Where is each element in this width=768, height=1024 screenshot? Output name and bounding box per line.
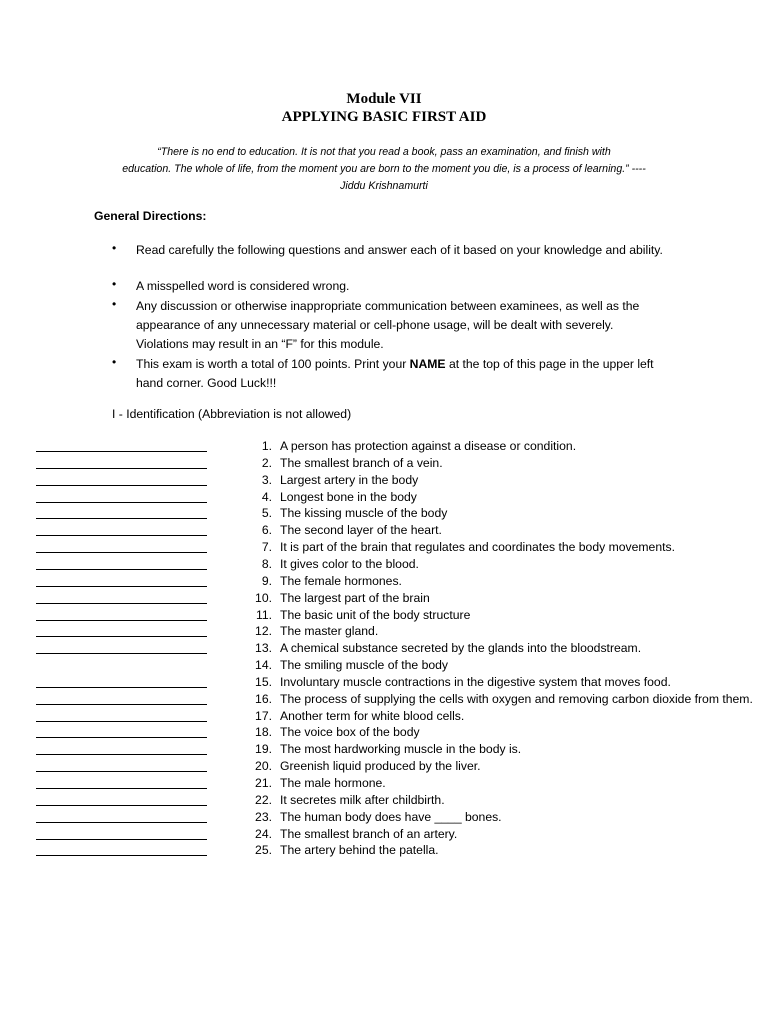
answer-blank[interactable] bbox=[36, 741, 207, 755]
quote-line-1: “There is no end to education. It is not that you read a book, pass an examination, and finish with bbox=[157, 146, 611, 158]
answer-blank[interactable] bbox=[36, 522, 207, 536]
question-row bbox=[36, 438, 756, 455]
question-row bbox=[36, 842, 756, 859]
answer-blank[interactable] bbox=[36, 607, 207, 621]
question-row bbox=[36, 826, 756, 843]
question-text: The voice box of the body bbox=[280, 725, 420, 740]
section-title: I - Identification (Abbreviation is not allowed) bbox=[112, 407, 352, 421]
question-number: 6. bbox=[261, 523, 272, 538]
question-text: The smallest branch of a vein. bbox=[280, 455, 443, 470]
question-row bbox=[36, 724, 756, 741]
question-row bbox=[36, 590, 756, 607]
question-number: 1. bbox=[261, 439, 272, 453]
question-row bbox=[36, 455, 756, 472]
question-number: 9. bbox=[261, 573, 272, 588]
question-number: 23. bbox=[255, 809, 272, 824]
question-row bbox=[36, 792, 756, 809]
question-number: 10. bbox=[255, 590, 272, 605]
direction-text bbox=[136, 355, 666, 393]
answer-blank[interactable] bbox=[36, 792, 207, 806]
answer-blank[interactable] bbox=[36, 505, 207, 519]
question-text: Involuntary muscle contractions in the digestive system that moves food. bbox=[280, 674, 671, 689]
question-row bbox=[36, 505, 756, 522]
question-number: 16. bbox=[255, 691, 272, 706]
answer-blank[interactable] bbox=[36, 691, 207, 705]
question-row bbox=[36, 607, 756, 624]
question-number: 11. bbox=[255, 607, 272, 622]
question-row bbox=[36, 522, 756, 539]
answer-blank[interactable] bbox=[36, 640, 207, 654]
question-text: The male hormone. bbox=[280, 776, 386, 790]
page-title: APPLYING BASIC FIRST AID bbox=[281, 109, 487, 125]
answer-blank[interactable] bbox=[36, 623, 207, 637]
question-row bbox=[36, 472, 756, 489]
quote-author: Jiddu Krishnamurti bbox=[340, 180, 428, 192]
question-text: The second layer of the heart. bbox=[280, 523, 442, 538]
question-number: 14. bbox=[255, 658, 272, 673]
question-number: 8. bbox=[261, 556, 272, 571]
direction-text-part: at the top of this page in the upper left hand corner. Good Luck!!! bbox=[136, 357, 654, 390]
question-number: 17. bbox=[255, 708, 272, 723]
bullet-icon: • bbox=[112, 277, 117, 291]
question-text: The human body does have ____ bones. bbox=[280, 809, 502, 824]
answer-blank[interactable] bbox=[36, 674, 207, 688]
quote-line-2: education. The whole of life, from the moment you are born to the moment you die, is a process of learning.” ---- bbox=[122, 163, 646, 175]
question-text: Largest artery in the body bbox=[280, 472, 419, 487]
bullet-icon: • bbox=[112, 355, 117, 369]
answer-blank[interactable] bbox=[36, 573, 207, 587]
direction-text-part: This exam is worth a total of 100 points. Print your bbox=[136, 357, 410, 371]
answer-blank[interactable] bbox=[36, 775, 207, 789]
question-row bbox=[36, 674, 756, 691]
directions-heading: General Directions: bbox=[94, 209, 207, 223]
question-text: It is part of the brain that regulates and coordinates the body movements. bbox=[280, 540, 675, 555]
question-row bbox=[36, 640, 756, 657]
question-number: 7. bbox=[261, 540, 272, 555]
question-number: 20. bbox=[255, 759, 272, 774]
question-row bbox=[36, 775, 756, 792]
question-number: 25. bbox=[255, 843, 272, 858]
question-text: A chemical substance secreted by the glands into the bloodstream. bbox=[280, 641, 642, 656]
answer-blank[interactable] bbox=[36, 438, 207, 452]
answer-blank[interactable] bbox=[36, 539, 207, 553]
answer-blank[interactable] bbox=[36, 809, 207, 823]
answer-blank[interactable] bbox=[36, 556, 207, 570]
direction-text-bold: NAME bbox=[409, 357, 446, 371]
question-text: The process of supplying the cells with oxygen and removing carbon dioxide from them. bbox=[280, 691, 753, 706]
question-text: The basic unit of the body structure bbox=[280, 607, 471, 622]
question-text: It gives color to the blood. bbox=[280, 556, 419, 571]
question-number: 5. bbox=[261, 506, 272, 521]
question-number: 15. bbox=[255, 674, 272, 689]
answer-blank[interactable] bbox=[36, 590, 207, 604]
question-number: 19. bbox=[255, 742, 272, 757]
answer-blank[interactable] bbox=[36, 724, 207, 738]
question-text: The artery behind the patella. bbox=[280, 843, 439, 858]
question-text: Longest bone in the body bbox=[280, 489, 417, 504]
question-text: A person has protection against a disease or condition. bbox=[280, 439, 577, 453]
question-number: 4. bbox=[261, 489, 272, 504]
answer-blank[interactable] bbox=[36, 842, 207, 856]
direction-text: Any discussion or otherwise inappropriate communication between examinees, as well as the appearance of any unnecessary material or cell-phone usage, will be dealt with severely. Violations may result in an “F” for this module. bbox=[136, 299, 640, 351]
bullet-icon: • bbox=[112, 297, 117, 311]
question-number: 21. bbox=[255, 776, 272, 790]
answer-blank[interactable] bbox=[36, 489, 207, 503]
question-number: 22. bbox=[255, 792, 272, 807]
question-text: Another term for white blood cells. bbox=[280, 708, 465, 723]
bullet-icon: • bbox=[112, 241, 117, 255]
question-number: 24. bbox=[255, 826, 272, 841]
question-text: The female hormones. bbox=[280, 573, 402, 588]
question-text: The kissing muscle of the body bbox=[280, 506, 448, 521]
question-number: 3. bbox=[261, 472, 272, 487]
question-text: The smallest branch of an artery. bbox=[280, 826, 458, 841]
question-text: The master gland. bbox=[280, 624, 379, 639]
question-text: The most hardworking muscle in the body is. bbox=[280, 742, 522, 757]
question-text: The smiling muscle of the body bbox=[280, 658, 448, 673]
question-row bbox=[36, 741, 756, 758]
question-row bbox=[36, 657, 756, 674]
answer-blank[interactable] bbox=[36, 826, 207, 840]
question-text: The largest part of the brain bbox=[280, 590, 430, 605]
question-row bbox=[36, 573, 756, 590]
answer-blank[interactable] bbox=[36, 472, 207, 486]
question-row bbox=[36, 809, 756, 826]
question-text: It secretes milk after childbirth. bbox=[280, 792, 445, 807]
question-row bbox=[36, 758, 756, 775]
question-number: 18. bbox=[255, 725, 272, 740]
question-number: 13. bbox=[255, 641, 272, 656]
question-row bbox=[36, 691, 756, 708]
question-number: 2. bbox=[261, 455, 272, 470]
answer-blank[interactable] bbox=[36, 758, 207, 772]
question-row bbox=[36, 489, 756, 506]
question-row bbox=[36, 539, 756, 556]
direction-text: Read carefully the following questions and answer each of it based on your knowledge and ability. bbox=[136, 243, 663, 257]
answer-blank[interactable] bbox=[36, 455, 207, 469]
question-row bbox=[36, 623, 756, 640]
answer-blank[interactable] bbox=[36, 708, 207, 722]
question-number: 12. bbox=[255, 624, 272, 639]
module-label: Module VII bbox=[346, 91, 422, 107]
direction-text: A misspelled word is considered wrong. bbox=[136, 279, 350, 293]
question-row bbox=[36, 708, 756, 725]
question-row bbox=[36, 556, 756, 573]
question-text: Greenish liquid produced by the liver. bbox=[280, 759, 481, 774]
